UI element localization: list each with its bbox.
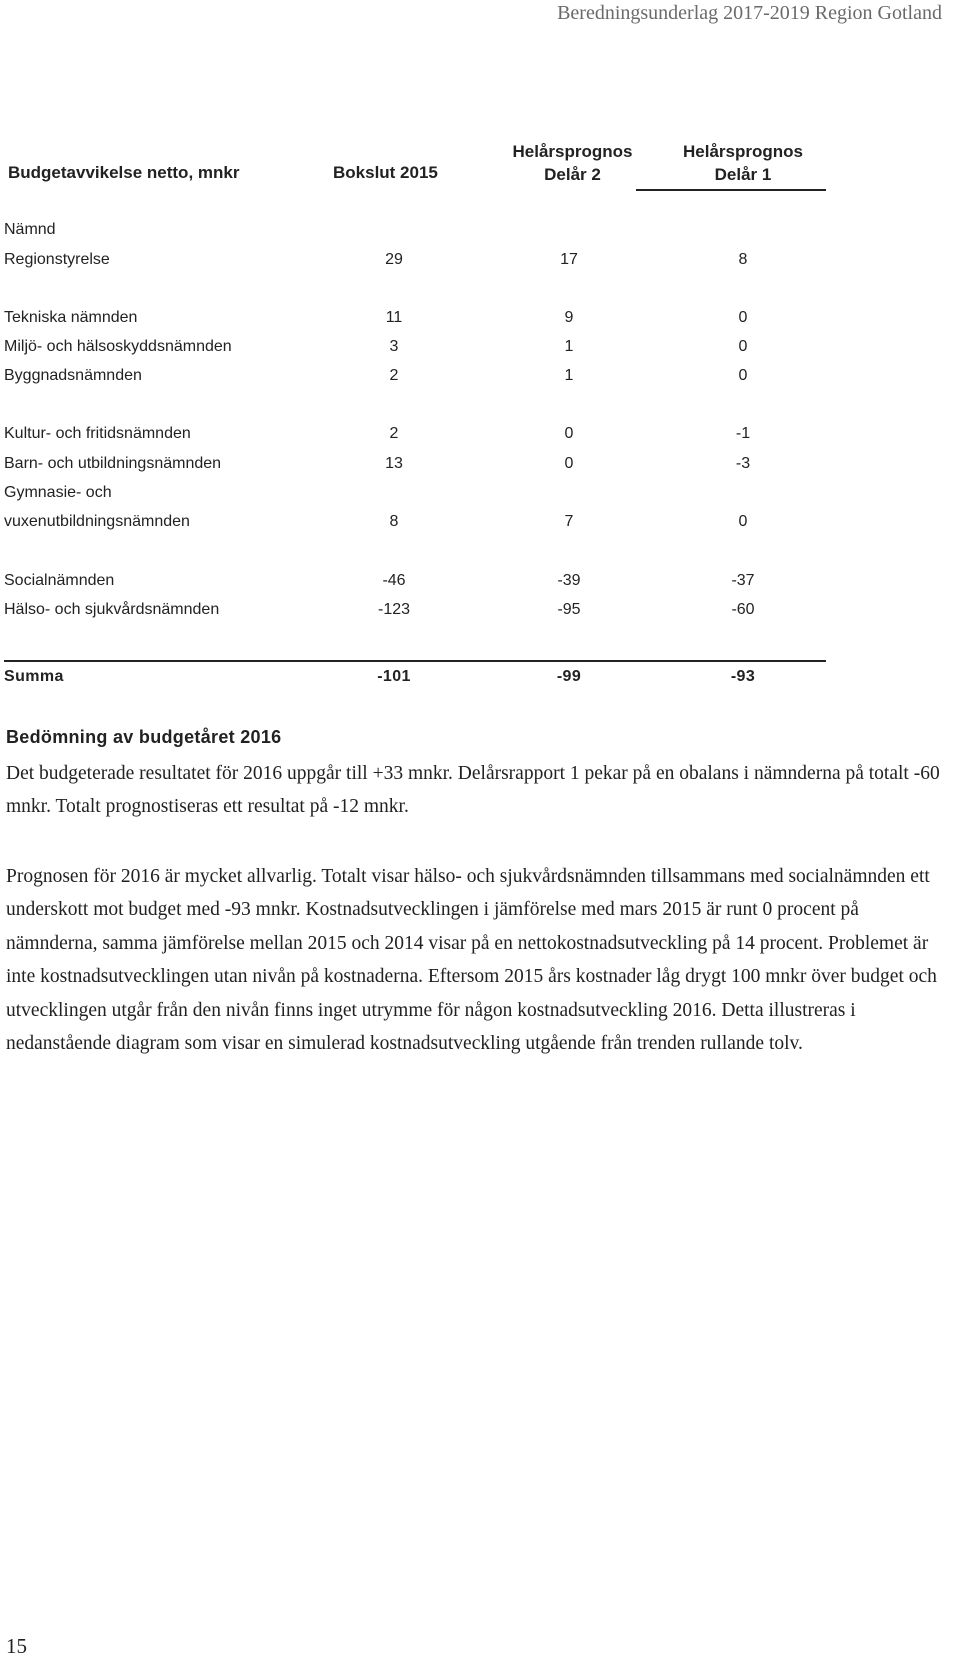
row-value-delar-1: 0 (738, 338, 748, 355)
row-value-bokslut: 11 (385, 309, 403, 326)
table-header-prognos-delar-1-line2: Delår 1 (714, 165, 772, 184)
row-value-bokslut: 8 (389, 513, 399, 530)
row-value-delar-2: 0 (564, 455, 574, 472)
table-total-row (0, 668, 960, 692)
row-value-delar-1: -1 (735, 425, 751, 442)
table-header-prognos-delar-1 (669, 140, 817, 186)
table-row (0, 425, 960, 449)
row-value-delar-1: 0 (738, 513, 748, 530)
row-value-delar-1: -60 (731, 601, 755, 618)
table-header-prognos-delar-1-line1: Helårsprognos (683, 142, 803, 161)
row-value-delar-2: 9 (564, 309, 574, 326)
group-label: Nämnd (4, 221, 56, 238)
total-value-delar-1: -93 (730, 668, 756, 685)
table-row (0, 513, 960, 537)
row-label: Barn- och utbildningsnämnden (4, 455, 222, 472)
row-label: Kultur- och fritidsnämnden (4, 425, 191, 442)
table-header-label: Budgetavvikelse netto, mnkr (8, 163, 240, 182)
row-value-bokslut: 13 (385, 455, 403, 472)
sum-divider (4, 660, 826, 662)
table-row (0, 367, 960, 391)
table-row (0, 338, 960, 362)
row-value-bokslut: 3 (389, 338, 399, 355)
row-value-bokslut: -123 (377, 601, 411, 618)
total-value-bokslut: -101 (377, 668, 411, 685)
row-value-delar-2: -39 (557, 572, 581, 589)
header-divider (636, 189, 826, 191)
row-value-delar-2: 17 (560, 251, 578, 268)
table-row (0, 251, 960, 275)
row-label: Hälso- och sjukvårdsnämnden (4, 601, 220, 618)
table-group-row (0, 221, 960, 245)
body-paragraph-1: Det budgeterade resultatet för 2016 uppgår till +33 mnkr. Delårsrapport 1 pekar på en obalans i nämnderna på totalt -60 mnkr. Totalt prognostiseras ett resultat på -12 mnkr. (6, 763, 940, 818)
row-label: Gymnasie- och (4, 484, 112, 501)
row-value-delar-2: 1 (564, 367, 574, 384)
table-header-prognos-delar-2 (500, 140, 645, 186)
table-row (0, 484, 960, 508)
table-header-prognos-delar-2-line2: Delår 2 (544, 165, 601, 184)
row-label: Regionstyrelse (4, 251, 110, 268)
row-label: vuxenutbildningsnämnden (4, 513, 190, 530)
row-value-bokslut: -46 (382, 572, 406, 589)
row-label: Socialnämnden (4, 572, 115, 589)
body-paragraph-2: Prognosen för 2016 är mycket allvarlig. Totalt visar hälso- och sjukvårdsnämnden tillsammans med socialnämnden ett underskott mot budget med -93 mnkr. Kostnadsutvecklingen i jämförelse med mars 2015 är runt 0 procent på nämnderna, samma jämförelse mellan 2015 och 2014 visar på en nettokostnadsutveckling på 14 procent. Problemet är inte kostnadsutvecklingen utan nivån på kostnaderna. Eftersom 2015 års kostnader låg drygt 100 mnkr över budget och utvecklingen utgår från den nivån finns inget utrymme för någon kostnadsutveckling 2016. Detta illustreras i nedanstående diagram som visar en simulerad kostnadsutveckling utgående från trenden rullande tolv. (6, 866, 937, 1055)
table-row (0, 572, 960, 596)
table-header-bokslut-2015: Bokslut 2015 (333, 163, 438, 182)
row-value-delar-1: -3 (735, 455, 751, 472)
row-value-delar-2: 1 (564, 338, 574, 355)
row-label: Byggnadsnämnden (4, 367, 142, 384)
total-label: Summa (4, 668, 64, 685)
table-row (0, 309, 960, 333)
document-header-title: Beredningsunderlag 2017-2019 Region Gotland (557, 2, 942, 24)
row-value-delar-2: -95 (557, 601, 581, 618)
page-number: 15 (6, 1634, 27, 1658)
row-label: Tekniska nämnden (4, 309, 138, 326)
row-value-delar-2: 7 (564, 513, 574, 530)
table-row (0, 601, 960, 625)
row-value-delar-1: 0 (738, 309, 748, 326)
row-value-bokslut: 2 (389, 367, 399, 384)
row-value-delar-1: 0 (738, 367, 748, 384)
row-label: Miljö- och hälsoskyddsnämnden (4, 338, 232, 355)
table-header-prognos-delar-2-line1: Helårsprognos (512, 142, 633, 161)
row-value-delar-1: -37 (731, 572, 755, 589)
section-heading: Bedömning av budgetåret 2016 (6, 727, 282, 747)
table-row (0, 455, 960, 479)
row-value-bokslut: 2 (389, 425, 399, 442)
total-value-delar-2: -99 (556, 668, 582, 685)
row-value-delar-2: 0 (564, 425, 574, 442)
row-value-delar-1: 8 (738, 251, 748, 268)
row-value-bokslut: 29 (385, 251, 403, 268)
